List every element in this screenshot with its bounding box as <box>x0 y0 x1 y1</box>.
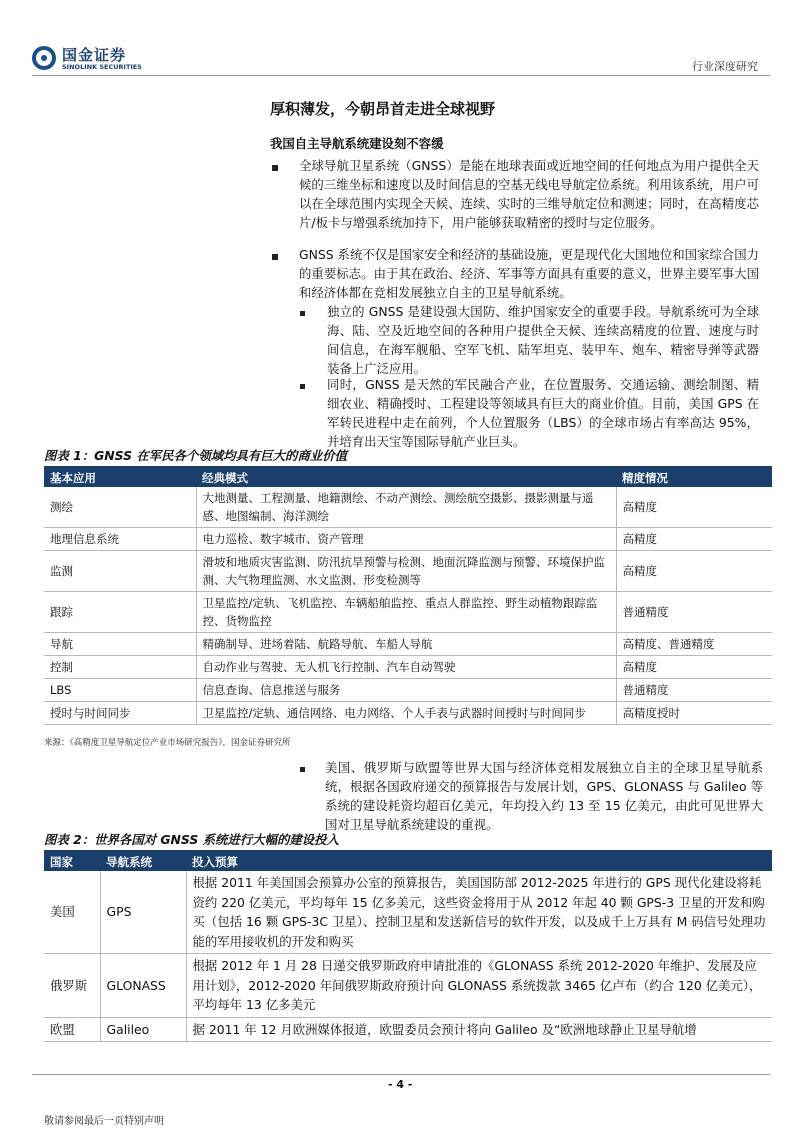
page-header <box>0 0 800 80</box>
sub-bullet-paragraph-1: 独立的 GNSS 是建设强大国防、维护国家安全的重要手段。导航系统可为全球海、陆、空及近地空间的各种用户提供全天候、连续高精度的位置、速度与时间信息，在海军舰船、空军飞机、陆军坦克、装甲车、炮车、精密导弹等武器装备上广泛应用。 <box>327 304 759 376</box>
cell-precision: 高精度、普通精度 <box>616 633 772 656</box>
column-header: 投入预算 <box>186 852 772 871</box>
cell-application: LBS <box>44 679 196 702</box>
cell-precision: 普通精度 <box>616 679 772 702</box>
cell-application: 监测 <box>44 551 196 592</box>
cell-precision: 高精度 <box>616 656 772 679</box>
table-row <box>44 1017 772 1042</box>
logo-english-name: SINOLINK SECURITIES <box>62 63 142 71</box>
footer-disclaimer: 敬请参阅最后一页特别声明 <box>44 1116 164 1127</box>
cell-country: 美国 <box>44 871 100 954</box>
table-row <box>44 528 772 551</box>
cell-application: 地理信息系统 <box>44 528 196 551</box>
cell-precision: 高精度授时 <box>616 702 772 725</box>
table-row <box>44 871 772 954</box>
figure2-caption: 图表 2：世界各国对 GNSS 系统进行大幅的建设投入 <box>44 830 772 852</box>
header-divider <box>32 75 770 76</box>
table-row <box>44 592 772 633</box>
cell-mode: 卫星监控/定轨、通信网络、电力网络、个人手表与武器时间授时与时间同步 <box>196 702 616 725</box>
figure1-table <box>44 468 772 725</box>
cell-country: 俄罗斯 <box>44 954 100 1018</box>
cell-budget: 根据 2011 年美国国会预算办公室的预算报告，美国国防部 2012-2025 年进行的 GPS 现代化建设将耗资约 220 亿美元，平均每年 15 亿多美元，这些资金将用于从 2012 年起 40 颗 GPS-3 卫星的开发和购买（包括 16 颗 GPS-3C 卫星）、控制卫星和发送新信号的软件开发，以及成千上万具有 M 码信号处理功能的军用接收机的开发和购买 <box>186 871 772 954</box>
bullet-paragraph-1: 全球导航卫星系统（GNSS）是能在地球表面或近地空间的任何地点为用户提供全天候的三维坐标和速度以及时间信息的空基无线电导航定位系统。利用该系统，用户可以在全球范围内实现全天候、连续、实时的三维导航定位和测速；同时，在高精度芯片/板卡与增强系统加持下，用户能够获取精密的授时与定位服务。 <box>299 158 759 230</box>
sub-bullet-paragraph-2: 同时，GNSS 是天然的军民融合产业，在位置服务、交通运输、测绘制图、精细农业、精确授时、工程建设等领域具有巨大的商业价值。目前，美国 GPS 在军转民进程中走在前列，个人位置服务（LBS）的全球市场占有率高达 95%，并培育出天宝等国际导航产业巨头。 <box>327 377 759 449</box>
table-header-row <box>44 852 772 871</box>
logo-chinese-name: 国金证券 <box>62 46 127 64</box>
sub-bullet-marker <box>300 311 305 316</box>
cell-mode: 大地测量、工程测量、地籍测绘、不动产测绘、测绘航空摄影、摄影测量与遥感、地图编制、海洋测绘 <box>196 487 616 528</box>
cell-system: GLONASS <box>100 954 186 1018</box>
section-subtitle: 我国自主导航系统建设刻不容缓 <box>270 136 444 151</box>
sub-bullet-marker <box>300 384 305 389</box>
column-header: 国家 <box>44 852 100 871</box>
table-row <box>44 551 772 592</box>
page-number: - 4 - <box>388 1078 413 1091</box>
cell-precision: 高精度 <box>616 528 772 551</box>
logo-mark-icon <box>32 46 56 70</box>
cell-mode: 电力巡检、数字城市、资产管理 <box>196 528 616 551</box>
cell-application: 控制 <box>44 656 196 679</box>
cell-mode: 自动作业与驾驶、无人机飞行控制、汽车自动驾驶 <box>196 656 616 679</box>
cell-precision: 高精度 <box>616 551 772 592</box>
table-header-row <box>44 468 772 487</box>
section-title: 厚积薄发，今朝昂首走进全球视野 <box>270 100 496 118</box>
table-row <box>44 656 772 679</box>
figure1-caption: 图表 1：GNSS 在军民各个领域均具有巨大的商业价值 <box>44 446 772 468</box>
table-row <box>44 633 772 656</box>
bullet-marker <box>272 254 278 260</box>
cell-application: 测绘 <box>44 487 196 528</box>
column-header: 基本应用 <box>44 468 196 487</box>
cell-system: Galileo <box>100 1017 186 1042</box>
cell-precision: 普通精度 <box>616 592 772 633</box>
report-type: 行业深度研究 <box>692 60 758 73</box>
column-header: 导航系统 <box>100 852 186 871</box>
cell-budget: 据 2011 年 12 月欧洲媒体报道，欧盟委员会预计将向 Galileo 及“欧洲地球静止卫星导航增 <box>186 1017 772 1042</box>
table-row <box>44 702 772 725</box>
cell-application: 授时与时间同步 <box>44 702 196 725</box>
cell-mode: 卫星监控/定轨、飞机监控、车辆船舶监控、重点人群监控、野生动植物跟踪监控、货物监控 <box>196 592 616 633</box>
bullet-paragraph-2: GNSS 系统不仅是国家安全和经济的基础设施，更是现代化大国地位和国家综合国力的重要标志。由于其在政治、经济、军事等方面具有重要的意义，世界主要军事大国和经济体都在竞相发展独立自主的卫星导航系统。 <box>299 247 759 300</box>
figure1-source: 来源：《高精度卫星导航定位产业市场研究报告》，国金证券研究所 <box>44 738 291 748</box>
cell-precision: 高精度 <box>616 487 772 528</box>
cell-country: 欧盟 <box>44 1017 100 1042</box>
footer-divider <box>32 1074 770 1075</box>
cell-mode: 滑坡和地质灾害监测、防汛抗旱预警与检测、地面沉降监测与预警、环境保护监测、大气物理监测、水文监测、形变检测等 <box>196 551 616 592</box>
bullet-paragraph-3: 美国、俄罗斯与欧盟等世界大国与经济体竞相发展独立自主的全球卫星导航系统，根据各国政府递交的预算报告与发展计划，GPS、GLONASS 与 Galileo 等系统的建设耗资均超百亿美元，年均投入约 13 至 15 亿美元，由此可见世界大国对卫星导航系统建设的重视。 <box>325 760 763 832</box>
column-header: 精度情况 <box>616 468 772 487</box>
sub-bullet-marker <box>300 767 305 772</box>
table-row <box>44 487 772 528</box>
bullet-marker <box>272 165 278 171</box>
cell-system: GPS <box>100 871 186 954</box>
table-row <box>44 954 772 1018</box>
cell-application: 导航 <box>44 633 196 656</box>
cell-budget: 根据 2012 年 1 月 28 日递交俄罗斯政府申请批准的《GLONASS 系统 2012-2020 年维护、发展及应用计划》，2012-2020 年间俄罗斯政府预计向 GLONASS 系统拨款 3465 亿卢布（约合 120 亿美元），平均每年 13 亿多美元 <box>186 954 772 1018</box>
column-header: 经典模式 <box>196 468 616 487</box>
cell-application: 跟踪 <box>44 592 196 633</box>
figure2-table <box>44 852 772 1042</box>
table-row <box>44 679 772 702</box>
cell-mode: 精确制导、进场着陆、航路导航、车船人导航 <box>196 633 616 656</box>
cell-mode: 信息查询、信息推送与服务 <box>196 679 616 702</box>
